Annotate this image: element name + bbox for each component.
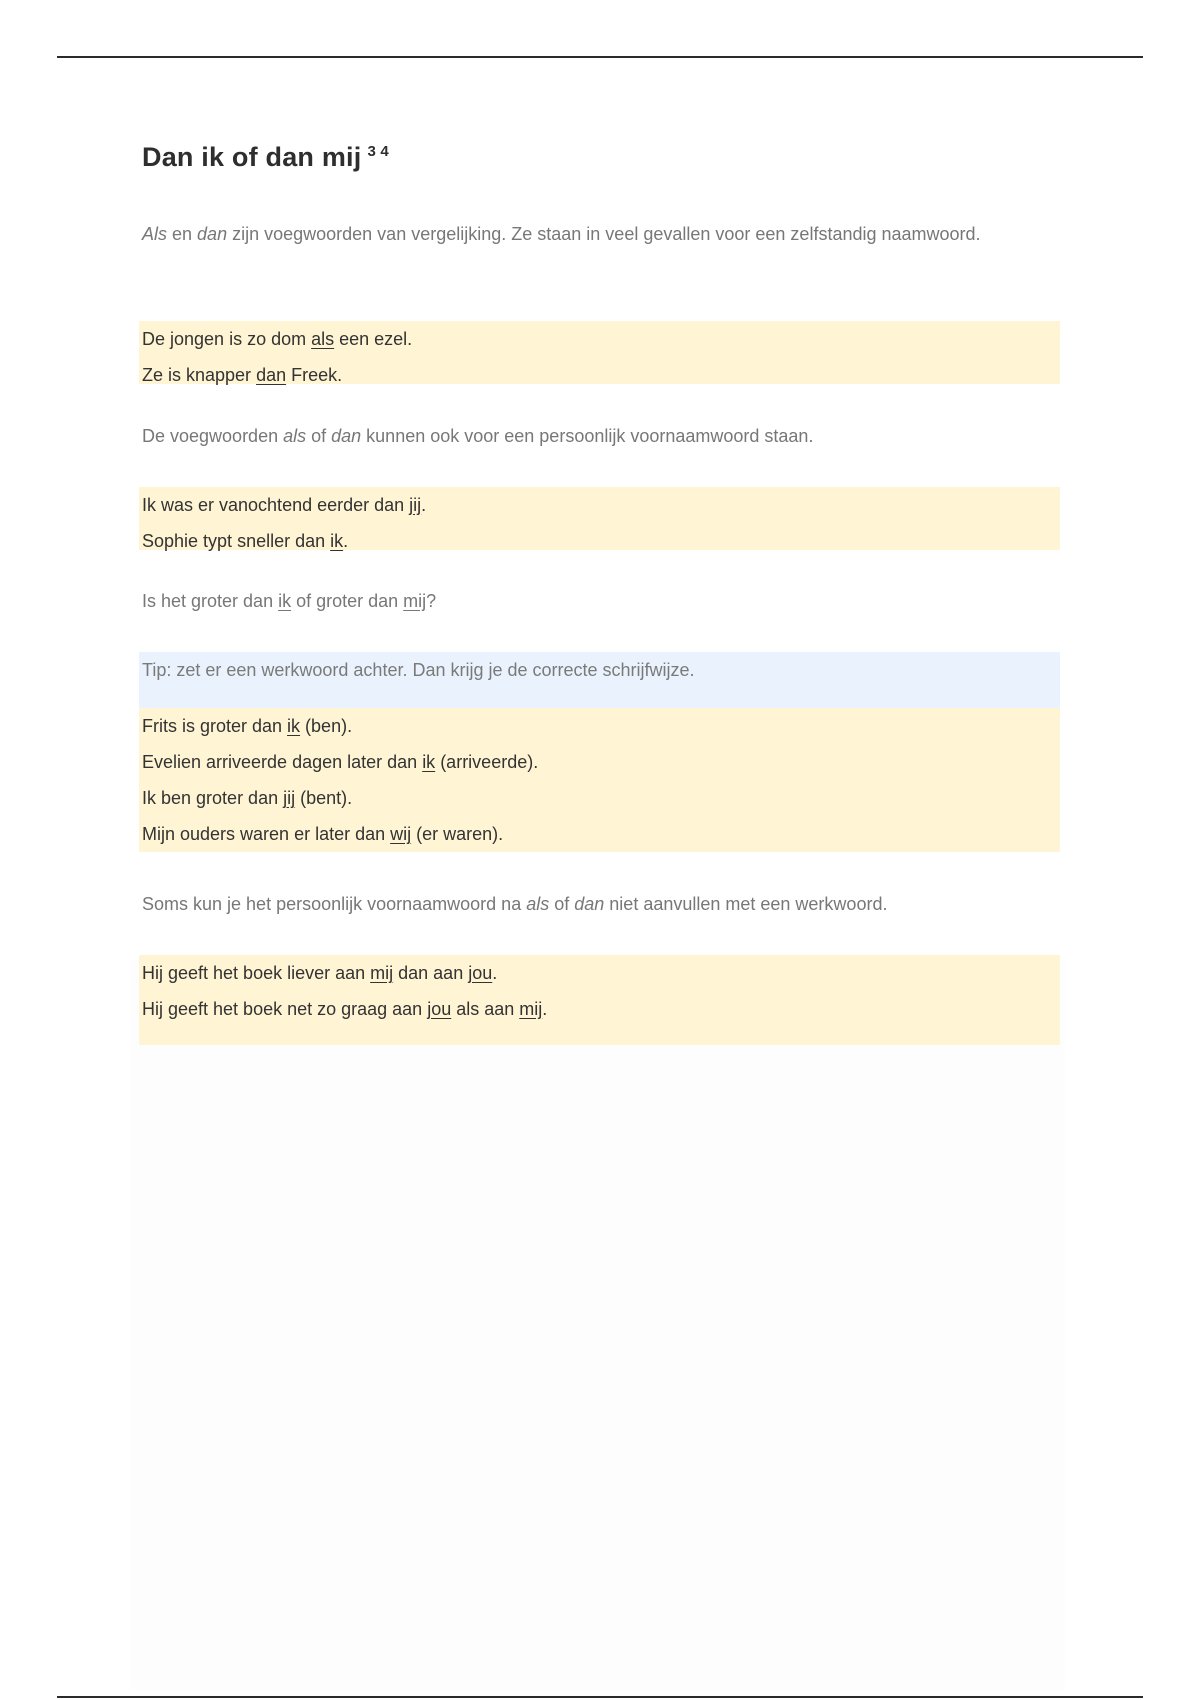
footnote-refs: 3 4 bbox=[367, 143, 389, 160]
example-line: Sophie typt sneller dan ik. bbox=[142, 531, 349, 551]
example-box-2 bbox=[139, 487, 1060, 550]
footer-rule bbox=[57, 1696, 1143, 1698]
example-line: De jongen is zo dom als een ezel. bbox=[142, 329, 413, 349]
page-background bbox=[130, 960, 1065, 1690]
example-line: Ze is knapper dan Freek. bbox=[142, 365, 343, 385]
header-rule bbox=[57, 56, 1143, 58]
example-line: Mijn ouders waren er later dan wij (er waren). bbox=[142, 824, 504, 844]
example-line: Ik was er vanochtend eerder dan jij. bbox=[142, 495, 427, 515]
example-line: Ik ben groter dan jij (bent). bbox=[142, 788, 353, 808]
example-box-1 bbox=[139, 321, 1060, 384]
example-line: Evelien arriveerde dagen later dan ik (arriveerde). bbox=[142, 752, 539, 772]
page-title: Dan ik of dan mij $^{3 4}$ bbox=[142, 142, 389, 172]
question-paragraph: Is het groter dan ik of groter dan mij? bbox=[142, 591, 437, 611]
intro-paragraph: Als en dan zijn voegwoorden van vergelijking. Ze staan in veel gevallen voor een zelfstandig naamwoord. bbox=[142, 224, 981, 244]
example-line: Hij geeft het boek net zo graag aan jou als aan mij. bbox=[142, 999, 548, 1019]
paragraph-2: De voegwoorden als of dan kunnen ook voor een persoonlijk voornaamwoord staan. bbox=[142, 426, 814, 446]
example-box-4 bbox=[139, 955, 1060, 1045]
tip-text: Tip: zet er een werkwoord achter. Dan krijg je de correcte schrijfwijze. bbox=[142, 660, 695, 680]
example-box-3 bbox=[139, 708, 1060, 852]
example-line: Frits is groter dan ik (ben). bbox=[142, 716, 353, 736]
example-line: Hij geeft het boek liever aan mij dan aan jou. bbox=[142, 963, 498, 983]
tip-box bbox=[139, 652, 1060, 708]
paragraph-3: Soms kun je het persoonlijk voornaamwoord na als of dan niet aanvullen met een werkwoord. bbox=[142, 894, 888, 914]
